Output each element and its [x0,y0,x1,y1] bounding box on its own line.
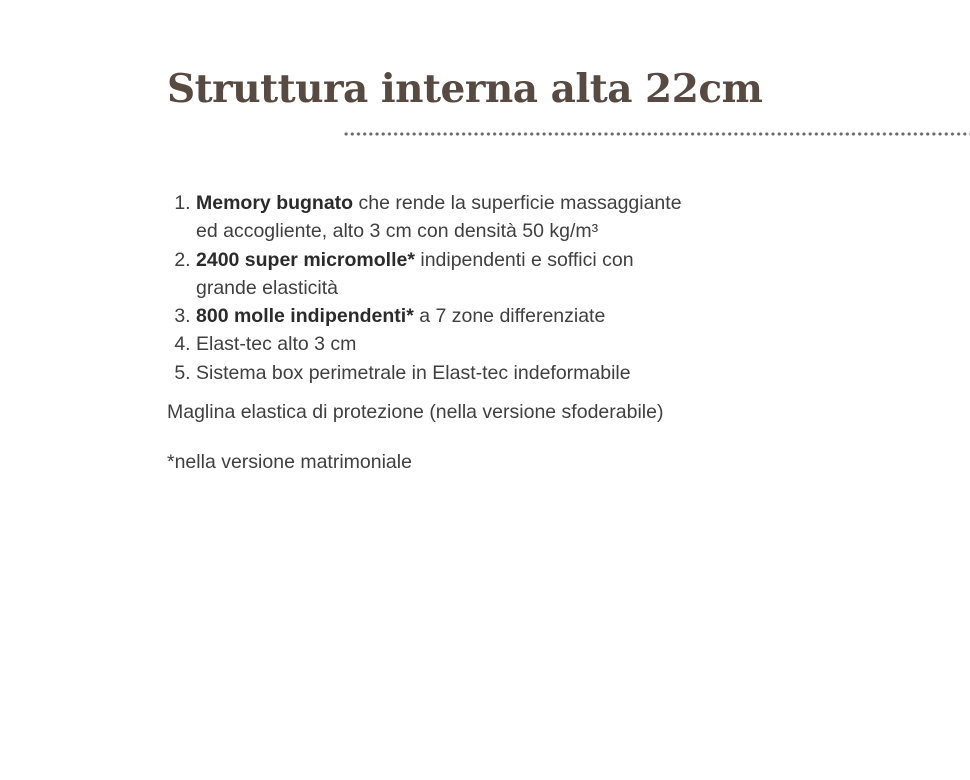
list-item: 1. Memory bugnato che rende la superficie massaggiante ed accogliente, alto 3 cm con densità 50 kg/m³ [196,189,687,246]
section-title: Struttura interna alta 22cm [167,66,763,112]
cover-note: Maglina elastica di protezione (nella versione sfoderabile) [167,401,664,424]
footnote: *nella versione matrimoniale [167,451,412,474]
features-list [167,189,687,387]
list-item: 3. 800 molle indipendenti* a 7 zone differenziate [196,302,687,330]
dotted-divider [343,131,970,137]
list-item: 2. 2400 super micromolle* indipendenti e soffici con grande elasticità [196,246,687,303]
features-content [167,189,687,477]
list-item: 5. Sistema box perimetrale in Elast-tec indeformabile [196,359,687,387]
list-item: 4. Elast-tec alto 3 cm [196,330,687,358]
